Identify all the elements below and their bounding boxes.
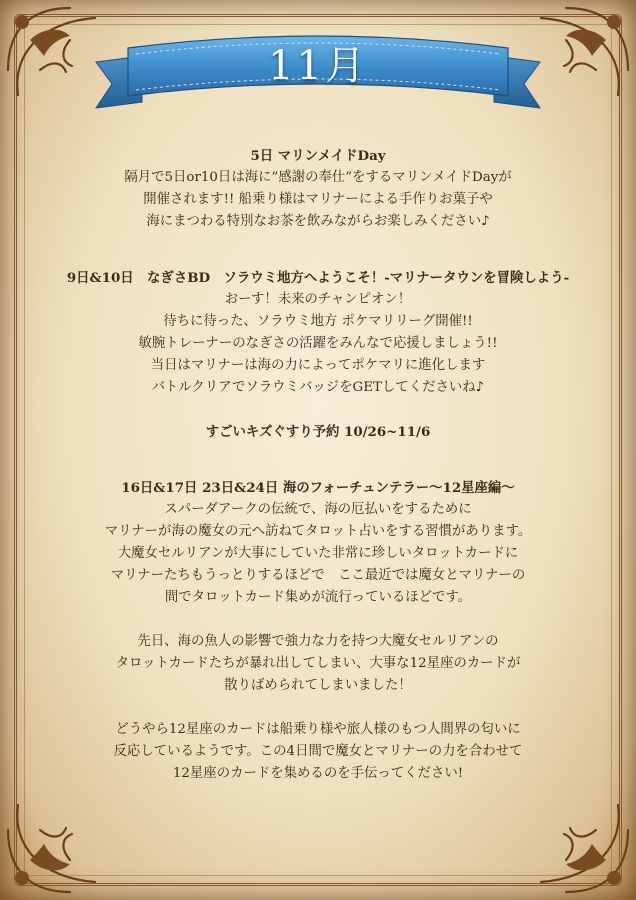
event-list: [40, 145, 596, 785]
event-paragraph: [40, 719, 596, 785]
event-text-line: マリナーたちもうっとりするほどで ここ最近では魔女とマリナーの: [110, 568, 526, 583]
event-text-line: おーす！未来のチャンピオン！: [224, 292, 412, 307]
event-text-line: スパーダアークの伝統で、海の厄払いをするために: [164, 502, 472, 517]
event-text-line: 待ちに待った、ソラウミ地方 ポケマリリーグ開催!!: [163, 314, 473, 329]
event-text-line: 敏腕トレーナーのなぎさの活躍をみんなで応援しましょう!!: [138, 336, 498, 351]
event-text-line: 12星座のカードを集めるのを手伝ってください!: [172, 766, 464, 781]
event-heading: 16日&17日 23日&24日 海のフォーチュンテラー〜12星座編〜: [121, 480, 515, 496]
event-paragraph: [40, 631, 596, 697]
event-text-line: 海にまつわる特別なお茶を飲みながらお楽しみください♪: [146, 214, 490, 229]
corner-ornament-icon: [516, 780, 636, 900]
event-text-line: 開催されます!! 船乗り様はマリナーによる手作りお菓子や: [143, 192, 493, 207]
event-text-line: 当日はマリナーは海の力によってポケマリに進化します: [150, 358, 486, 373]
event-text-line: マリナーが海の魔女の元へ訪ねてタロット占いをする習慣があります。: [104, 524, 532, 539]
event-text-line: 反応しているようです。この4日間で魔女とマリナーの力を合わせて: [113, 744, 523, 759]
event-text-line: 隔月で5日or10日は海に”感謝の奉仕”をするマリンメイドDayが: [124, 170, 512, 185]
event-heading: すごいキズぐすり予約 10/26~11/6: [205, 424, 431, 440]
event-section: [40, 267, 596, 399]
title-banner: [92, 22, 544, 110]
corner-ornament-icon: [0, 780, 120, 900]
event-text-line: どうやら12星座のカードは船乗り様や旅人様のもつ人間界の匂いに: [115, 722, 521, 737]
event-text-line: バトルクリアでソラウミバッジをGETしてくださいね♪: [151, 380, 485, 395]
event-section: [40, 477, 596, 609]
event-text-line: 大魔女セルリアンが大事にしていた非常に珍しいタロットカードに: [117, 546, 519, 561]
event-heading: 9日&10日 なぎさBD ソラウミ地方へようこそ！-マリナータウンを冒険しよう-: [66, 270, 570, 286]
event-text-line: タロットカードたちが暴れ出してしまい、大事な12星座のカードが: [115, 656, 521, 671]
event-section: [40, 145, 596, 233]
event-text-line: 間でタロットカード集めが流行っているほどです。: [164, 590, 472, 605]
event-section: [40, 421, 596, 443]
event-text-line: 散りばめられてしまいました！: [224, 678, 412, 693]
event-heading: 5日 マリンメイドDay: [250, 148, 386, 164]
event-text-line: 先日、海の魚人の影響で強力な力を持つ大魔女セルリアンの: [137, 634, 499, 649]
page-title: 11月: [268, 43, 368, 89]
